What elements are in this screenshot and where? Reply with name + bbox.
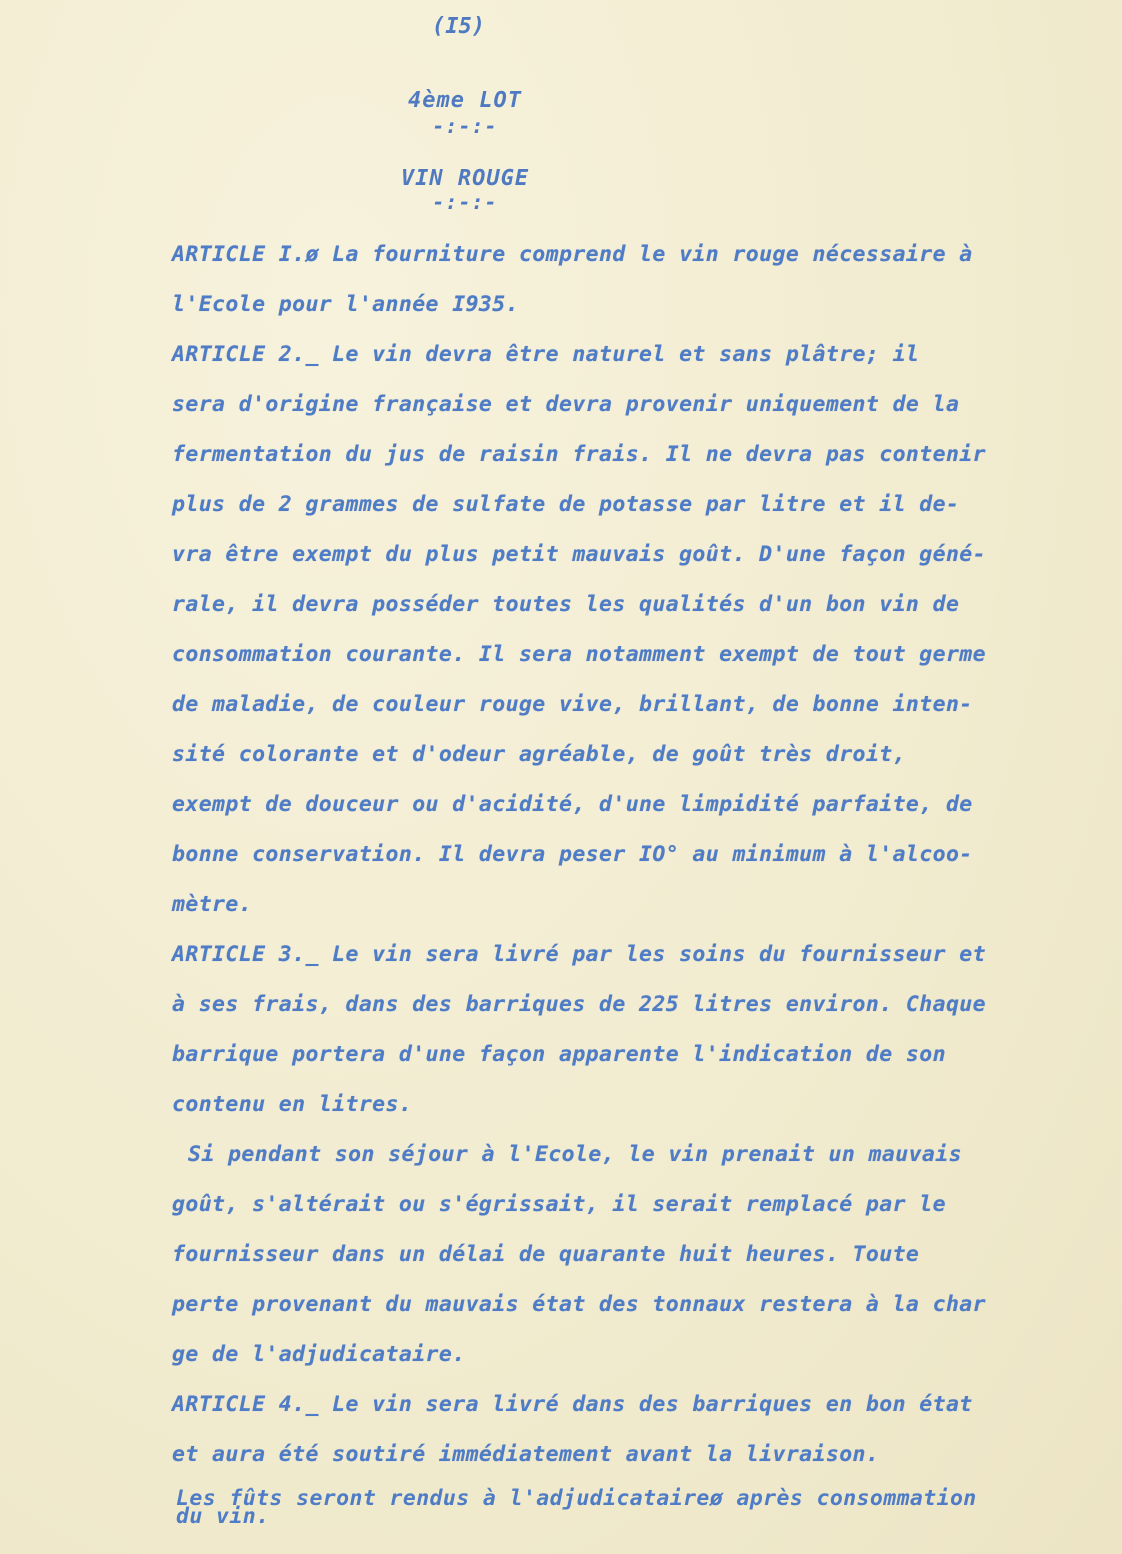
text-line: ARTICLE 2._ Le vin devra être naturel et sans plâtre; il [172, 342, 920, 367]
text-line: bonne conservation. Il devra peser IO° au minimum à l'alcoo- [172, 842, 973, 867]
text-line: Si pendant son séjour à l'Ecole, le vin prenait un mauvais [188, 1142, 962, 1167]
text-line: exempt de douceur ou d'acidité, d'une limpidité parfaite, de [172, 792, 973, 817]
body-text [172, 238, 1122, 1488]
text-line: barrique portera d'une façon apparente l'indication de son [172, 1042, 946, 1067]
lot-separator: -:-:- [432, 114, 498, 138]
text-line: goût, s'altérait ou s'égrissait, il serait remplacé par le [172, 1192, 946, 1217]
text-line: consommation courante. Il sera notamment exempt de tout germe [172, 642, 986, 667]
text-line: et aura été soutiré immédiatement avant la livraison. [172, 1442, 880, 1467]
text-line: perte provenant du mauvais état des tonnaux restera à la char [172, 1292, 986, 1317]
wine-separator: -:-:- [432, 190, 498, 214]
text-line: ge de l'adjudicataire. [172, 1342, 466, 1367]
text-line: fournisseur dans un délai de quarante huit heures. Toute [172, 1242, 920, 1267]
text-line: sera d'origine française et devra provenir uniquement de la [172, 392, 960, 417]
text-line: ARTICLE 4._ Le vin sera livré dans des barriques en bon état [172, 1392, 973, 1417]
page-number: (I5) [432, 14, 485, 39]
text-line: mètre. [172, 892, 253, 917]
text-line: sité colorante et d'odeur agréable, de goût très droit, [172, 742, 906, 767]
text-line: fermentation du jus de raisin frais. Il ne devra pas contenir [172, 442, 986, 467]
wine-title: VIN ROUGE [400, 166, 530, 191]
text-line: vra être exempt du plus petit mauvais goût. D'une façon géné- [172, 542, 986, 567]
text-line: l'Ecole pour l'année I935. [172, 292, 519, 317]
text-line: à ses frais, dans des barriques de 225 litres environ. Chaque [172, 992, 986, 1017]
text-line: ARTICLE I.ø La fourniture comprend le vin rouge nécessaire à [172, 242, 973, 267]
lot-title: 4ème LOT [408, 88, 522, 113]
overtyped-text: du vin. [176, 1504, 270, 1529]
text-line: plus de 2 grammes de sulfate de potasse par litre et il de- [172, 492, 960, 517]
text-line: de maladie, de couleur rouge vive, brillant, de bonne inten- [172, 692, 973, 717]
text-line-last: Les fûts seront rendus à l'adjudicataireø après consommation [176, 1486, 977, 1511]
text-line: ARTICLE 3._ Le vin sera livré par les soins du fournisseur et [172, 942, 986, 967]
text-line: rale, il devra posséder toutes les qualités d'un bon vin de [172, 592, 960, 617]
text-line: contenu en litres. [172, 1092, 413, 1117]
